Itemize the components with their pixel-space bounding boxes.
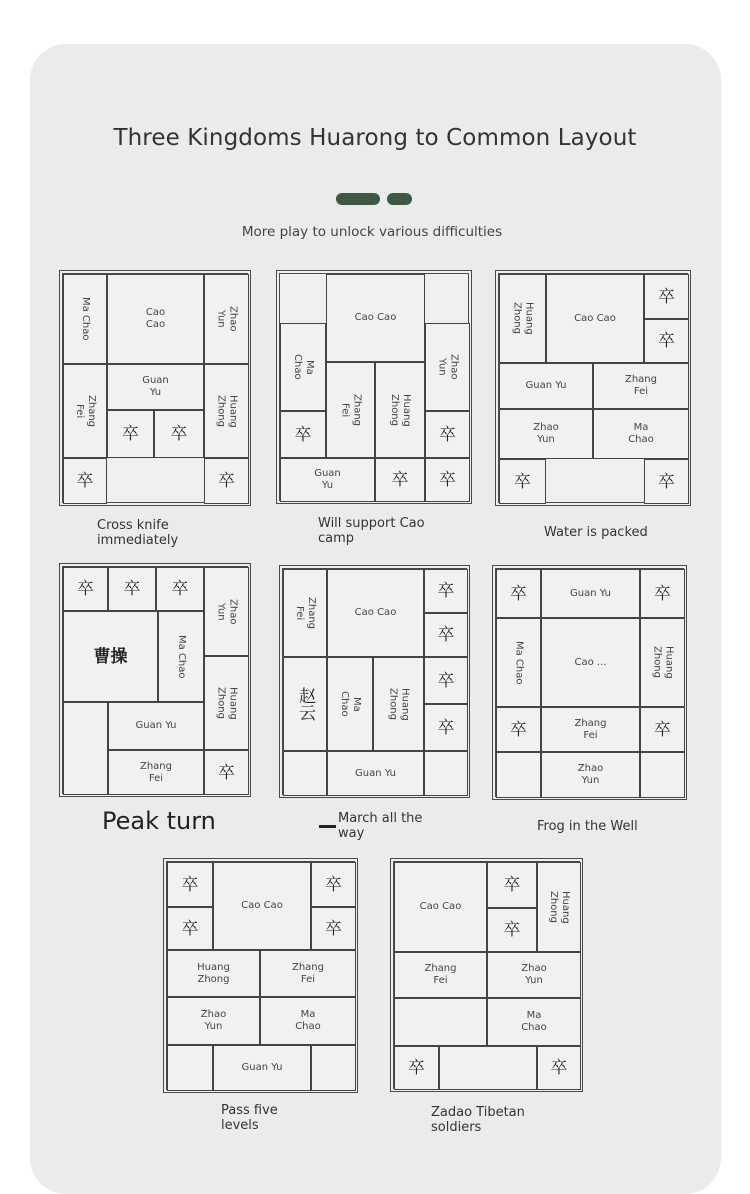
piece-label: 卒 [437,581,455,601]
piece-soldier[interactable] [640,707,685,752]
piece-soldier[interactable] [424,657,468,704]
piece-label: 卒 [391,470,409,490]
piece-label: Cao Cao [241,900,283,911]
piece-soldier[interactable] [537,1046,581,1090]
piece-label: 卒 [514,471,531,492]
page-title: Three Kingdoms Huarong to Common Layout [113,125,637,151]
piece-label: 卒 [294,424,312,445]
board-frame [62,566,248,794]
piece-label: Huang Zhong [197,961,230,985]
piece-huang-zhong[interactable] [537,862,581,952]
piece-huang-zhong[interactable] [204,364,249,458]
piece-label: Ma Chao [513,640,525,685]
piece-label: Cao Cao [145,307,166,330]
piece-zhang-fei[interactable] [394,952,487,998]
piece-label: 卒 [218,471,235,491]
piece-cao-cao[interactable] [546,274,644,363]
piece-zhang-fei[interactable] [108,750,204,795]
piece-guan-yu[interactable] [327,751,424,796]
piece-label: Guan Yu [354,767,397,779]
piece-label: Cao Cao [574,312,616,324]
piece-label: Zhang Fei [574,717,607,741]
divider-pill-long [336,193,380,205]
piece-label: Huang Zhong [389,393,412,427]
piece-label: 卒 [218,762,235,783]
piece-huang-zhong[interactable] [373,657,424,751]
piece-soldier[interactable] [63,567,108,611]
layout-board-march-all-the-way [279,565,470,798]
piece-zhao-yun[interactable] [541,752,640,798]
piece-zhang-fei[interactable] [326,362,375,458]
piece-label: 卒 [181,874,199,895]
piece-soldier[interactable] [424,613,468,657]
layout-board-peak-turn [59,563,251,797]
piece-guan-yu[interactable] [541,569,640,618]
piece-label: Zhao Yun [436,354,460,380]
board-frame [393,861,580,1089]
piece-guan-yu[interactable] [280,458,375,502]
piece-label: Huang Zhong [511,302,535,335]
piece-soldier[interactable] [424,569,468,613]
piece-huang-zhong[interactable] [167,950,260,997]
piece-label: Guan Yu [314,468,341,491]
piece-label: 卒 [439,424,456,445]
layout-caption: Will support Cao camp [318,516,425,546]
layout-board-zadao-tibetan-soldiers [390,858,583,1092]
piece-soldier[interactable] [644,459,689,504]
piece-label: 卒 [77,579,94,599]
piece-label: Zhang Fei [139,760,172,784]
piece-label: Huang Zhong [215,686,239,720]
piece-ma-chao[interactable] [496,618,541,707]
piece-soldier[interactable] [167,907,213,950]
piece-zhao-yun[interactable] [499,409,593,459]
piece-huang-zhong[interactable] [640,618,685,707]
piece-label: Zhao Yun [521,963,547,986]
piece-label: 卒 [510,583,527,604]
piece-label: Ma Chao [628,422,654,445]
piece-ma-chao[interactable] [280,323,326,411]
piece-soldier[interactable] [394,1046,439,1090]
piece-zhao-yun[interactable] [283,657,327,751]
piece-soldier[interactable] [425,458,470,502]
empty-slot [424,751,468,796]
piece-zhao-yun[interactable] [425,323,470,411]
piece-label: Ma Chao [176,634,187,679]
piece-label: Huang Zhong [215,394,239,428]
piece-label: 卒 [437,625,455,645]
piece-soldier[interactable] [108,567,156,611]
piece-soldier[interactable] [154,410,204,458]
piece-soldier[interactable] [375,458,425,502]
piece-cao-cao[interactable] [327,569,424,657]
layout-caption: Peak turn [102,807,216,835]
piece-label: Zhao Yun [215,598,239,625]
piece-cao-cao[interactable] [63,611,158,702]
piece-huang-zhong[interactable] [499,274,546,363]
empty-slot [167,1045,213,1091]
empty-slot [496,752,541,798]
piece-huang-zhong[interactable] [204,656,249,750]
piece-huang-zhong[interactable] [375,362,425,458]
layout-caption: Pass five levels [221,1103,278,1133]
piece-label: 曹操 [93,646,128,667]
piece-label: Zhang Fei [294,596,317,629]
piece-soldier[interactable] [496,707,541,752]
piece-label: 卒 [122,424,139,444]
piece-label: 卒 [654,719,671,740]
board-frame [495,568,684,797]
piece-soldier[interactable] [311,862,356,907]
piece-soldier[interactable] [204,458,249,504]
piece-ma-chao[interactable] [158,611,204,702]
piece-soldier[interactable] [280,411,326,458]
piece-label: Zhao Yun [577,763,604,786]
piece-label: 卒 [181,918,199,939]
piece-label: 卒 [325,874,342,895]
piece-soldier[interactable] [63,458,107,504]
piece-soldier[interactable] [156,567,204,611]
empty-slot [394,998,487,1046]
piece-label: 卒 [170,424,188,444]
piece-soldier[interactable] [644,274,689,319]
piece-label: 卒 [437,717,455,738]
piece-soldier[interactable] [311,907,356,950]
piece-label: Ma Chao [80,297,91,341]
layout-board-support-cao [276,270,472,504]
piece-label: Guan Yu [241,1062,283,1073]
piece-cao-cao[interactable] [394,862,487,952]
piece-label: 卒 [503,920,521,940]
piece-cao-cao[interactable] [107,274,204,364]
board-frame [62,273,248,503]
piece-label: 卒 [171,579,189,599]
layout-caption: Frog in the Well [537,819,638,834]
piece-soldier[interactable] [424,704,468,751]
piece-cao-cao[interactable] [541,618,640,707]
piece-zhang-fei[interactable] [593,363,689,409]
piece-label: Zhao Yun [200,1009,227,1032]
empty-slot [63,702,108,795]
dash-mark [319,825,336,828]
piece-guan-yu[interactable] [108,702,204,750]
piece-soldier[interactable] [167,862,213,907]
piece-label: Guan Yu [525,380,567,391]
layout-caption: Water is packed [544,525,648,540]
divider-pill-short [387,193,412,205]
board-frame [279,273,469,501]
piece-ma-chao[interactable] [260,997,356,1045]
piece-zhao-yun[interactable] [204,567,249,656]
piece-label: 卒 [439,470,456,490]
empty-slot [283,751,327,796]
piece-label: Ma Chao [339,691,362,717]
piece-soldier[interactable] [487,908,537,952]
piece-zhao-yun[interactable] [487,952,581,998]
piece-label: Cao Cao [354,312,397,323]
piece-label: Zhang Fei [74,394,97,427]
piece-soldier[interactable] [487,862,537,908]
board-frame [282,568,467,795]
layout-board-pass-five-levels [163,858,358,1093]
piece-label: Zhao Yun [533,422,559,445]
piece-label: Huang Zhong [548,890,571,924]
piece-label: Zhang Fei [624,374,657,397]
piece-label: 卒 [437,670,455,691]
piece-soldier[interactable] [640,569,685,618]
empty-slot [640,752,685,798]
piece-soldier[interactable] [496,569,541,618]
piece-label: 卒 [408,1058,425,1078]
layout-board-frog-in-the-well [492,565,687,800]
empty-slot [311,1045,356,1091]
piece-label: Huang Zhong [387,687,411,721]
piece-label: Guan Yu [569,587,612,599]
layout-caption: Zadao Tibetan soldiers [431,1105,525,1135]
piece-zhang-fei[interactable] [283,569,327,657]
piece-zhao-yun[interactable] [204,274,249,364]
subtitle: More play to unlock various difficulties [241,224,503,240]
piece-label: Guan Yu [135,720,177,731]
layout-board-cross-knife [59,270,251,506]
piece-soldier[interactable] [644,319,689,363]
piece-zhang-fei[interactable] [260,950,356,997]
piece-label: Guan Yu [142,375,169,398]
piece-label: Zhang Fei [339,393,363,426]
piece-ma-chao[interactable] [327,657,373,751]
piece-soldier[interactable] [425,411,470,458]
piece-label: Cao ... [574,656,607,668]
piece-zhang-fei[interactable] [63,364,107,458]
piece-label: 卒 [510,719,527,740]
board-frame [166,861,355,1090]
piece-cao-cao[interactable] [326,274,425,362]
board-frame [498,273,688,503]
piece-guan-yu[interactable] [213,1045,311,1091]
piece-guan-yu[interactable] [499,363,593,409]
piece-zhao-yun[interactable] [167,997,260,1045]
piece-soldier[interactable] [204,750,249,795]
piece-cao-cao[interactable] [213,862,311,950]
piece-label: 卒 [550,1058,568,1078]
piece-label: Zhao Yun [215,306,239,332]
piece-label: 卒 [503,875,521,895]
piece-label: Zhang Fei [424,963,457,986]
piece-soldier[interactable] [499,459,546,504]
piece-label: 卒 [658,331,675,351]
piece-label: Ma Chao [521,1010,547,1033]
piece-label: 卒 [658,286,675,307]
empty-slot [439,1046,537,1090]
piece-soldier[interactable] [107,410,154,458]
piece-ma-chao[interactable] [487,998,581,1046]
piece-label: 卒 [123,579,141,599]
piece-label: 卒 [325,918,342,939]
layout-caption: March all the way [338,811,423,841]
layout-board-water-packed [495,270,691,506]
piece-label: Cao Cao [354,607,397,618]
piece-ma-chao[interactable] [593,409,689,459]
piece-label: Cao Cao [419,901,462,912]
piece-ma-chao[interactable] [63,274,107,364]
piece-label: 卒 [658,471,675,492]
piece-zhang-fei[interactable] [541,707,640,752]
piece-label: Zhang Fei [291,961,324,985]
piece-guan-yu[interactable] [107,364,204,410]
piece-label: Ma Chao [295,1009,321,1032]
piece-label: Ma Chao [292,354,315,380]
layout-caption: Cross knife immediately [97,518,179,548]
piece-label: 卒 [654,583,671,604]
piece-label: 卒 [76,471,94,491]
piece-label: 赵云 [295,687,315,721]
piece-label: Huang Zhong [651,646,675,679]
